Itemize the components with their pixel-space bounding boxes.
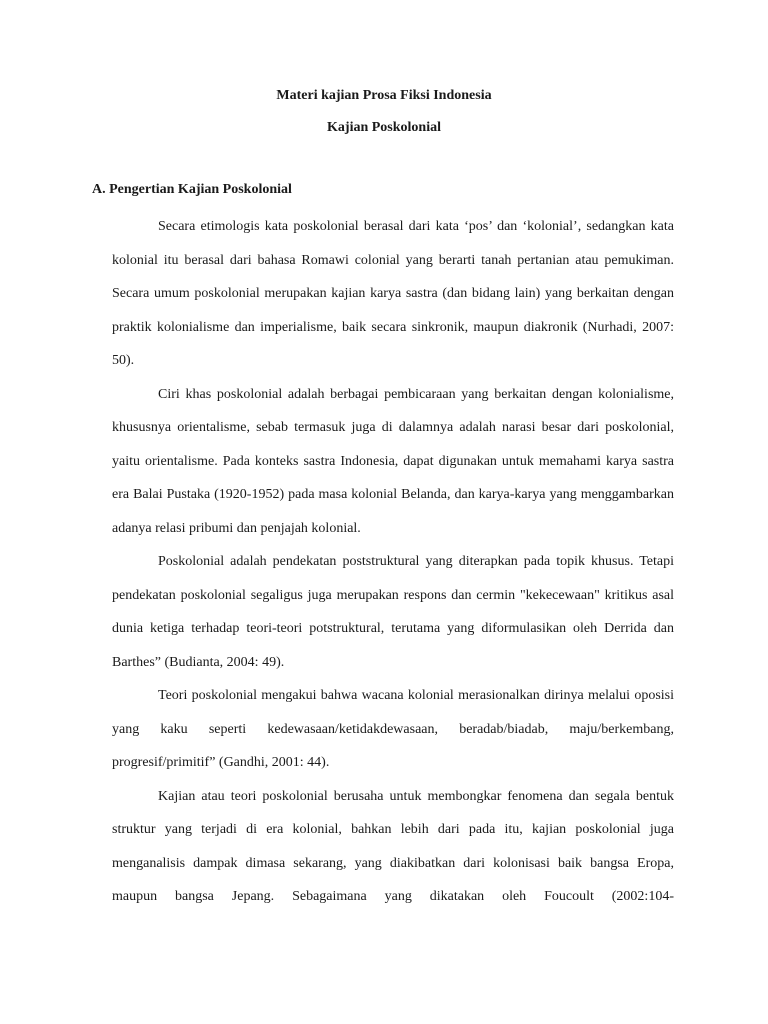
paragraph: Teori poskolonial mengakui bahwa wacana kolonial merasionalkan dirinya melalui oposisi yang kaku seperti kedewasaan/ketidakdewasaan, beradab/biadab, maju/berkembang, progresif/primitif” (Gandhi, 2001: 44). <box>112 688 674 770</box>
paragraph: Poskolonial adalah pendekatan poststruktural yang diterapkan pada topik khusus. Tetapi pendekatan poskolonial segaligus juga merupakan respons dan cermin "kekecewaan" kritikus asal dunia ketiga terhadap teori-teori potstruktural, terutama yang diformulasikan oleh Derrida dan Barthes” (Budianta, 2004: 49). <box>112 554 674 670</box>
document-title: Materi kajian Prosa Fiksi Indonesia <box>276 88 492 103</box>
paragraph: Kajian atau teori poskolonial berusaha untuk membongkar fenomena dan segala bentuk struktur yang terjadi di era kolonial, bahkan lebih dari pada itu, kajian poskolonial juga menganalisis dampak dimasa sekarang, yang diakibatkan dari kolonisasi baik bangsa Eropa, maupun bangsa Jepang. Sebagaimana yang dikatakan oleh Foucoult (2002:104- <box>112 788 674 904</box>
paragraph: Secara etimologis kata poskolonial berasal dari kata ‘pos’ dan ‘kolonial’, sedangkan kata kolonial itu berasal dari bahasa Romawi colonial yang berarti tanah pertanian atau pemukiman. Secara umum poskolonial merupakan kajian karya sastra (dan bidang lain) yang berkaitan dengan praktik kolonialisme dan imperialisme, baik secara sinkronik, maupun diakronik (Nurhadi, 2007: 50). <box>112 219 674 368</box>
paragraph: Ciri khas poskolonial adalah berbagai pembicaraan yang berkaitan dengan kolonialisme, khususnya orientalisme, sebab termasuk juga di dalamnya adalah narasi besar dari poskolonial, yaitu orientalisme. Pada konteks sastra Indonesia, dapat digunakan untuk memahami karya sastra era Balai Pustaka (1920-1952) pada masa kolonial Belanda, dan karya-karya yang menggambarkan adanya relasi pribumi dan penjajah kolonial. <box>112 386 674 536</box>
body-text <box>112 210 674 914</box>
document-subtitle: Kajian Poskolonial <box>327 120 441 135</box>
section-heading: A. Pengertian Kajian Poskolonial <box>92 182 292 197</box>
